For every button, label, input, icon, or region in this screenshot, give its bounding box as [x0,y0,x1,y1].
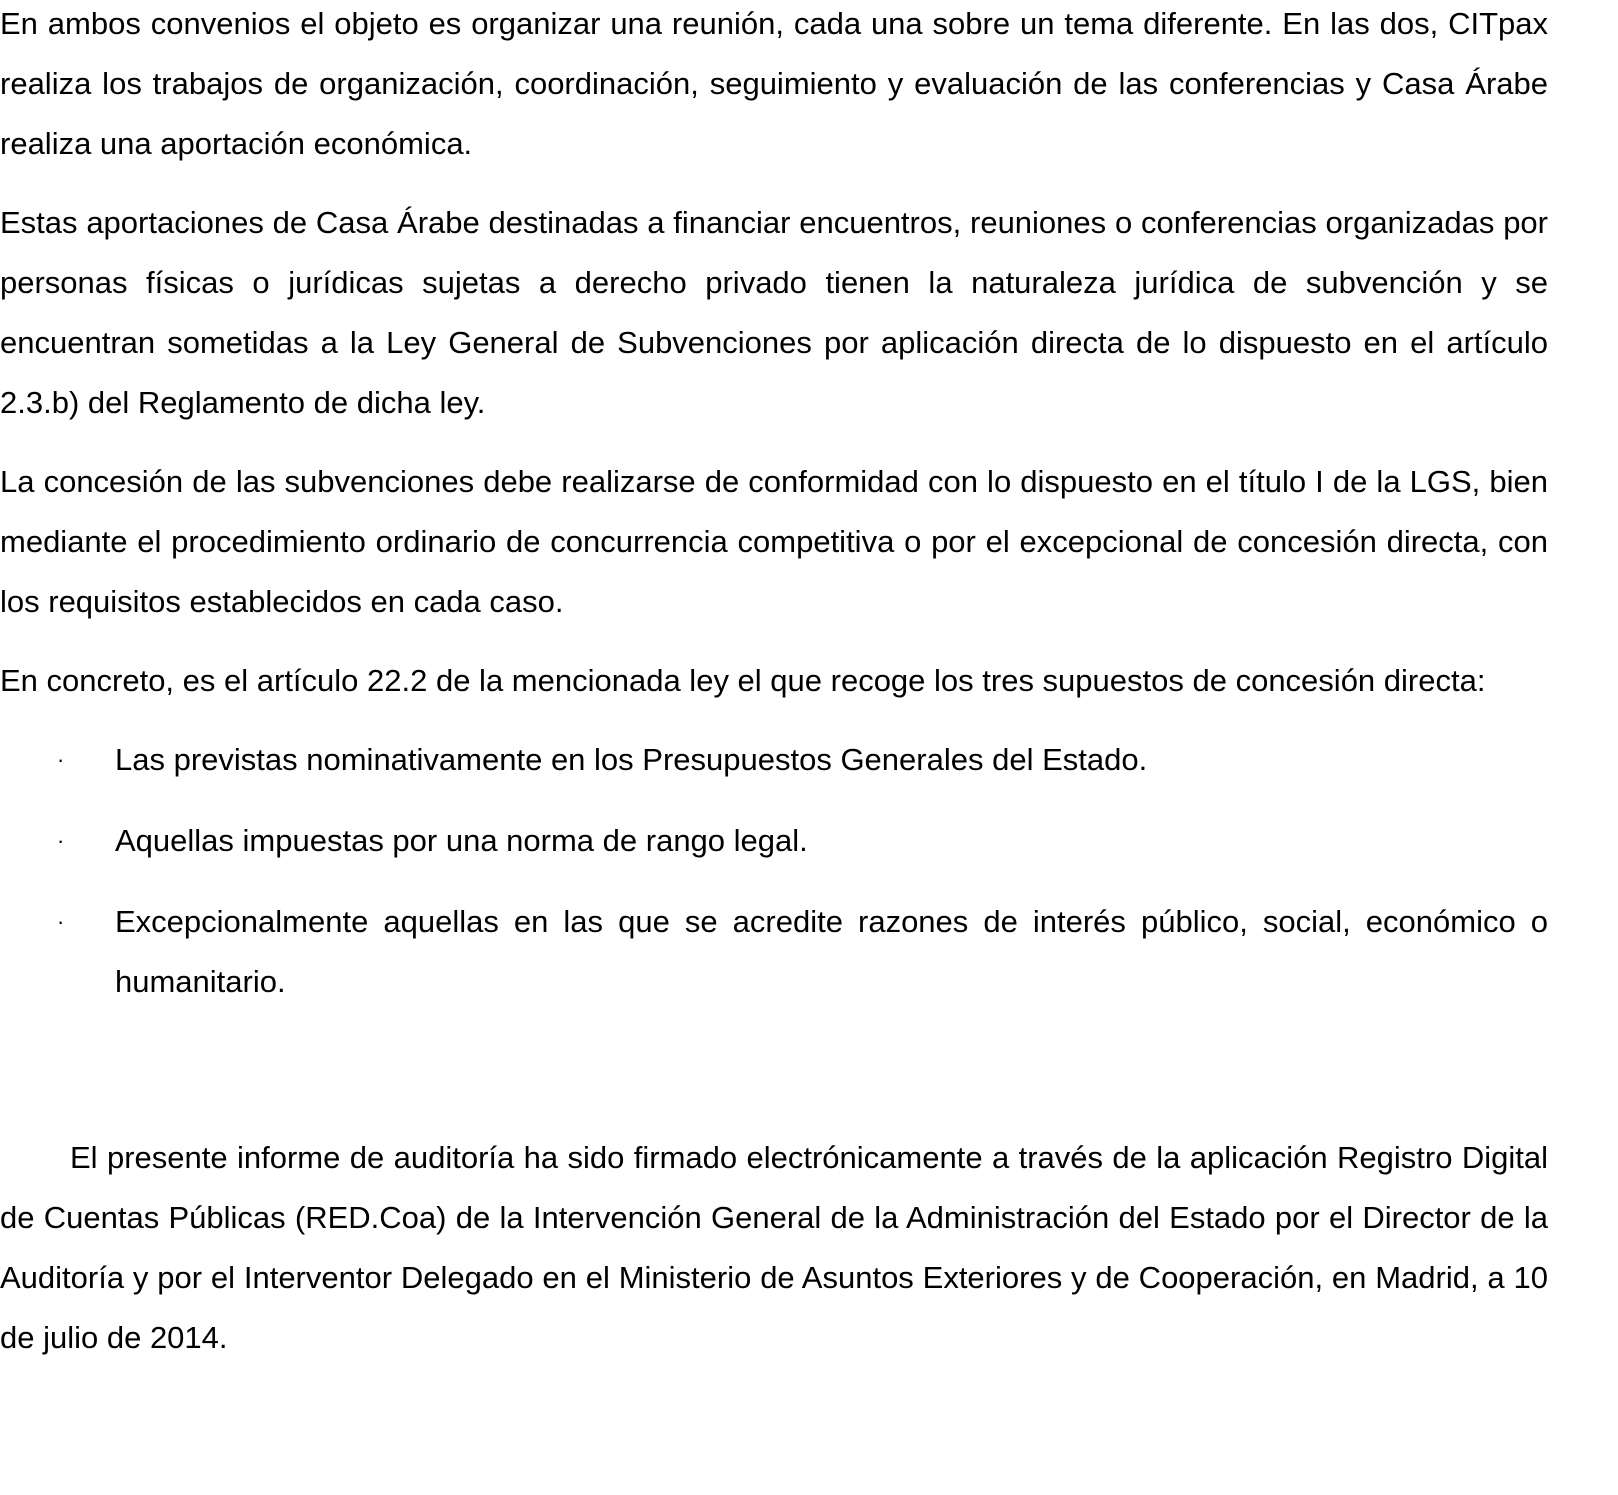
list-item [0,811,1548,871]
blank-space [0,1033,1548,1128]
signature-paragraph: El presente informe de auditoría ha sido firmado electrónicamente a través de la aplicación Registro Digital de Cuentas Públicas (RED.Coa) de la Intervención General de la Administración del Estado por el Director de la Auditoría y por el Interventor Delegado en el Ministerio de Asuntos Exteriores y de Cooperación, en Madrid, a 10 de julio de 2014. [0,1140,1548,1355]
list-item-text: Las previstas nominativamente en los Presupuestos Generales del Estado. [115,742,1148,777]
list-item-text: Aquellas impuestas por una norma de rango legal. [115,823,808,858]
bullet-dot-icon: · [57,747,65,772]
list-item [0,892,1548,1012]
bullet-list [0,730,1548,1012]
bullet-dot-icon: · [57,909,65,934]
list-item-text: Excepcionalmente aquellas en las que se acredite razones de interés público, social, económico o humanitario. [115,904,1548,999]
list-item [0,730,1548,790]
paragraph-convenios: En ambos convenios el objeto es organizar una reunión, cada una sobre un tema diferente. En las dos, CITpax realiza los trabajos de organización, coordinación, seguimiento y evaluación de las conferencias y Casa Árabe realiza una aportación económica. [0,6,1548,161]
paragraph-concesion: La concesión de las subvenciones debe realizarse de conformidad con lo dispuesto en el título I de la LGS, bien mediante el procedimiento ordinario de concurrencia competitiva o por el excepcional de concesión directa, con los requisitos establecidos en cada caso. [0,464,1548,619]
bullet-dot-icon: · [57,828,65,853]
paragraph-aportaciones: Estas aportaciones de Casa Árabe destinadas a financiar encuentros, reuniones o conferencias organizadas por personas físicas o jurídicas sujetas a derecho privado tienen la naturaleza jurídica de subvención y se encuentran sometidas a la Ley General de Subvenciones por aplicación directa de lo dispuesto en el artículo 2.3.b) del Reglamento de dicha ley. [0,205,1548,420]
paragraph-articulo-22: En concreto, es el artículo 22.2 de la mencionada ley el que recoge los tres supuestos de concesión directa: [0,663,1486,698]
